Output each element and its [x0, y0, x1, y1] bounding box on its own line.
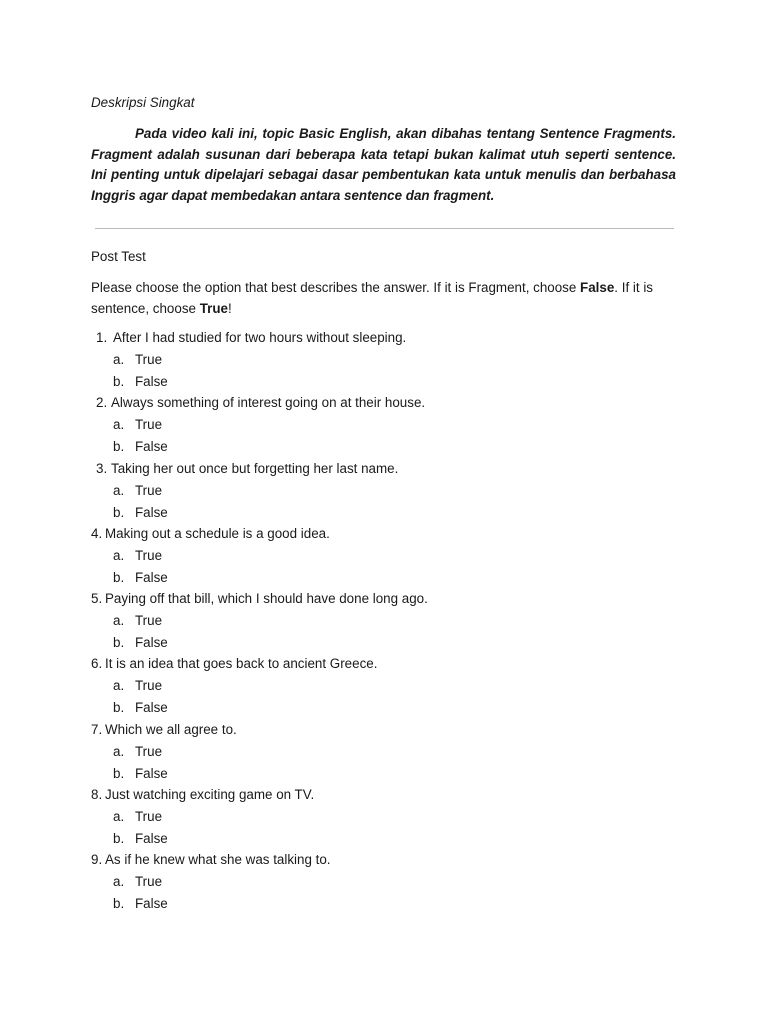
- question-item: [0, 394, 768, 459]
- instruction-text-1: Please choose the option that best describes the answer. If it is Fragment, choose: [91, 280, 581, 295]
- question-number: 7.: [91, 721, 103, 737]
- option-false[interactable]: [113, 373, 168, 391]
- question-text: [91, 590, 428, 608]
- question-item: [0, 786, 768, 851]
- option-false[interactable]: [113, 765, 168, 783]
- question-sentence: Paying off that bill, which I should have done long ago.: [105, 591, 428, 607]
- option-true[interactable]: [113, 482, 162, 500]
- question-item: [0, 721, 768, 786]
- question-sentence: After I had studied for two hours without sleeping.: [113, 330, 407, 345]
- option-letter: a.: [113, 613, 125, 629]
- option-label: False: [135, 439, 168, 455]
- horizontal-divider: [95, 228, 674, 229]
- question-number: 6.: [91, 656, 103, 672]
- option-true[interactable]: [113, 677, 162, 695]
- option-label: True: [135, 678, 163, 694]
- question-number: 1.: [96, 330, 108, 345]
- option-false[interactable]: [113, 438, 168, 456]
- option-letter: a.: [113, 874, 125, 890]
- question-text: [91, 851, 331, 869]
- question-item: [0, 460, 768, 525]
- instruction-paragraph: [91, 277, 676, 319]
- question-item: [0, 655, 768, 720]
- option-label: True: [135, 417, 163, 433]
- question-number: 2.: [96, 395, 108, 411]
- option-letter: a.: [113, 678, 125, 694]
- option-letter: a.: [113, 809, 125, 825]
- option-letter: b.: [113, 374, 125, 389]
- question-item: [0, 590, 768, 655]
- option-label: False: [135, 635, 168, 651]
- option-letter: b.: [113, 504, 125, 520]
- question-text: [96, 394, 425, 412]
- question-text: [96, 460, 398, 478]
- question-sentence: It is an idea that goes back to ancient Greece.: [105, 656, 378, 672]
- option-letter: b.: [113, 700, 125, 716]
- option-label: False: [135, 765, 168, 781]
- description-paragraph: Pada video kali ini, topic Basic English, akan dibahas tentang Sentence Fragments. Fragment adalah susunan dari beberapa kata tetapi bukan kalimat utuh seperti sentence. Ini penting untuk dipelajari sebagai dasar pembentukan kata untuk menulis dan berbahasa Inggris agar dapat membedakan antara sentence dan fragment.: [91, 126, 676, 203]
- section-heading: Deskripsi Singkat: [91, 95, 195, 110]
- question-sentence: Taking her out once but forgetting her last name.: [111, 460, 399, 476]
- option-false[interactable]: [113, 895, 168, 913]
- question-item: [0, 329, 768, 394]
- option-label: True: [135, 743, 163, 759]
- option-false[interactable]: [113, 830, 168, 848]
- option-letter: b.: [113, 765, 125, 781]
- option-label: True: [135, 352, 163, 367]
- option-label: True: [135, 482, 163, 498]
- question-text: [91, 525, 330, 543]
- option-false[interactable]: [113, 504, 168, 522]
- option-letter: b.: [113, 569, 125, 585]
- option-label: False: [135, 374, 168, 389]
- question-number: 9.: [91, 852, 103, 868]
- option-true[interactable]: [113, 743, 162, 761]
- option-label: False: [135, 504, 168, 520]
- option-label: False: [135, 896, 168, 912]
- question-number: 8.: [91, 787, 103, 803]
- option-true[interactable]: [113, 873, 162, 891]
- question-sentence: Making out a schedule is a good idea.: [105, 525, 330, 541]
- option-letter: b.: [113, 635, 125, 651]
- instruction-text-3: !: [227, 301, 232, 316]
- option-false[interactable]: [113, 569, 168, 587]
- option-letter: b.: [113, 896, 125, 912]
- question-sentence: Just watching exciting game on TV.: [105, 787, 315, 803]
- option-false[interactable]: [113, 699, 168, 717]
- option-letter: a.: [113, 417, 125, 433]
- option-true[interactable]: [113, 612, 162, 630]
- question-sentence: As if he knew what she was talking to.: [105, 852, 331, 868]
- option-letter: a.: [113, 743, 125, 759]
- question-number: 3.: [96, 460, 108, 476]
- option-label: False: [135, 700, 168, 716]
- question-list: [0, 329, 768, 917]
- question-text: [91, 786, 314, 804]
- post-test-title: Post Test: [91, 249, 146, 264]
- instruction-true-word: True: [199, 301, 228, 316]
- option-label: True: [135, 613, 163, 629]
- option-true[interactable]: [113, 808, 162, 826]
- question-text: [96, 329, 406, 347]
- question-text: [91, 655, 377, 673]
- option-letter: a.: [113, 547, 125, 563]
- option-letter: a.: [113, 352, 125, 367]
- instruction-false-word: False: [580, 280, 615, 295]
- option-true[interactable]: [113, 416, 162, 434]
- option-label: True: [135, 809, 163, 825]
- option-label: True: [135, 874, 163, 890]
- option-letter: b.: [113, 831, 125, 847]
- option-letter: b.: [113, 439, 125, 455]
- instruction-text-2: . If it is sentence, choose: [91, 280, 653, 316]
- question-item: [0, 851, 768, 916]
- option-true[interactable]: [113, 351, 162, 369]
- question-text: [91, 721, 237, 739]
- option-false[interactable]: [113, 634, 168, 652]
- question-item: [0, 525, 768, 590]
- question-number: 4.: [91, 525, 103, 541]
- question-sentence: Which we all agree to.: [105, 721, 237, 737]
- option-label: False: [135, 831, 168, 847]
- option-label: True: [135, 547, 163, 563]
- question-number: 5.: [91, 591, 103, 607]
- option-true[interactable]: [113, 547, 162, 565]
- option-label: False: [135, 569, 168, 585]
- question-sentence: Always something of interest going on at their house.: [111, 395, 426, 411]
- option-letter: a.: [113, 482, 125, 498]
